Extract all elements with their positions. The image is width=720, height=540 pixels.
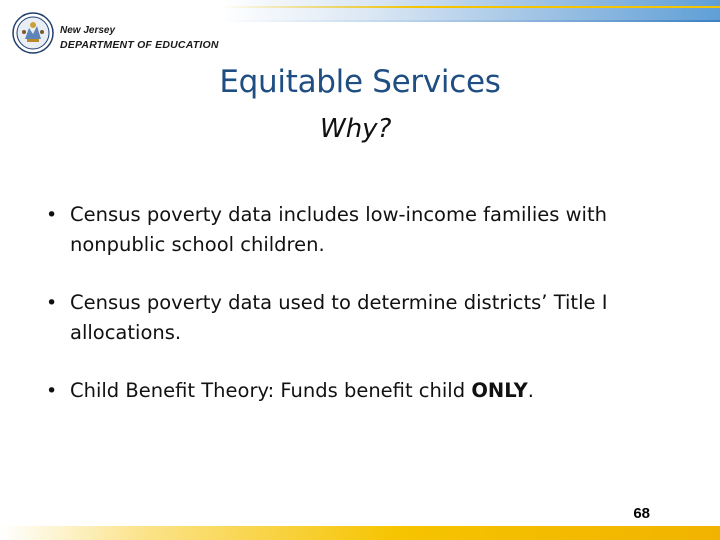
bullet-item: [40, 376, 680, 406]
page-number: 68: [633, 505, 650, 522]
bullet-text: Child Benefit Theory: Funds benefit child: [70, 379, 472, 402]
bullet-item: [40, 288, 680, 348]
bullet-item: [40, 200, 680, 260]
header-stripe: [220, 6, 720, 8]
footer-bar: [0, 526, 720, 540]
slide-title: Equitable Services: [219, 64, 501, 100]
header-line: [220, 20, 720, 22]
slide-subtitle: Why?: [320, 114, 392, 144]
bullet-text-end: .: [527, 379, 534, 402]
bullet-dot-icon: •: [46, 292, 58, 314]
bullet-emphasis: ONLY: [471, 379, 528, 402]
bullet-text: Census poverty data includes low-income families with nonpublic school children.: [70, 203, 607, 256]
state-name: New Jersey: [60, 25, 116, 36]
bullet-list: [40, 200, 680, 434]
bullet-dot-icon: •: [46, 204, 58, 226]
department-label: [60, 24, 219, 52]
bullet-text: Census poverty data used to determine districts’ Title I allocations.: [70, 291, 608, 344]
bullet-dot-icon: •: [46, 380, 58, 402]
department-name: DEPARTMENT OF EDUCATION: [60, 39, 219, 51]
nj-state-seal-icon: [12, 12, 54, 54]
header-band: [220, 0, 720, 20]
